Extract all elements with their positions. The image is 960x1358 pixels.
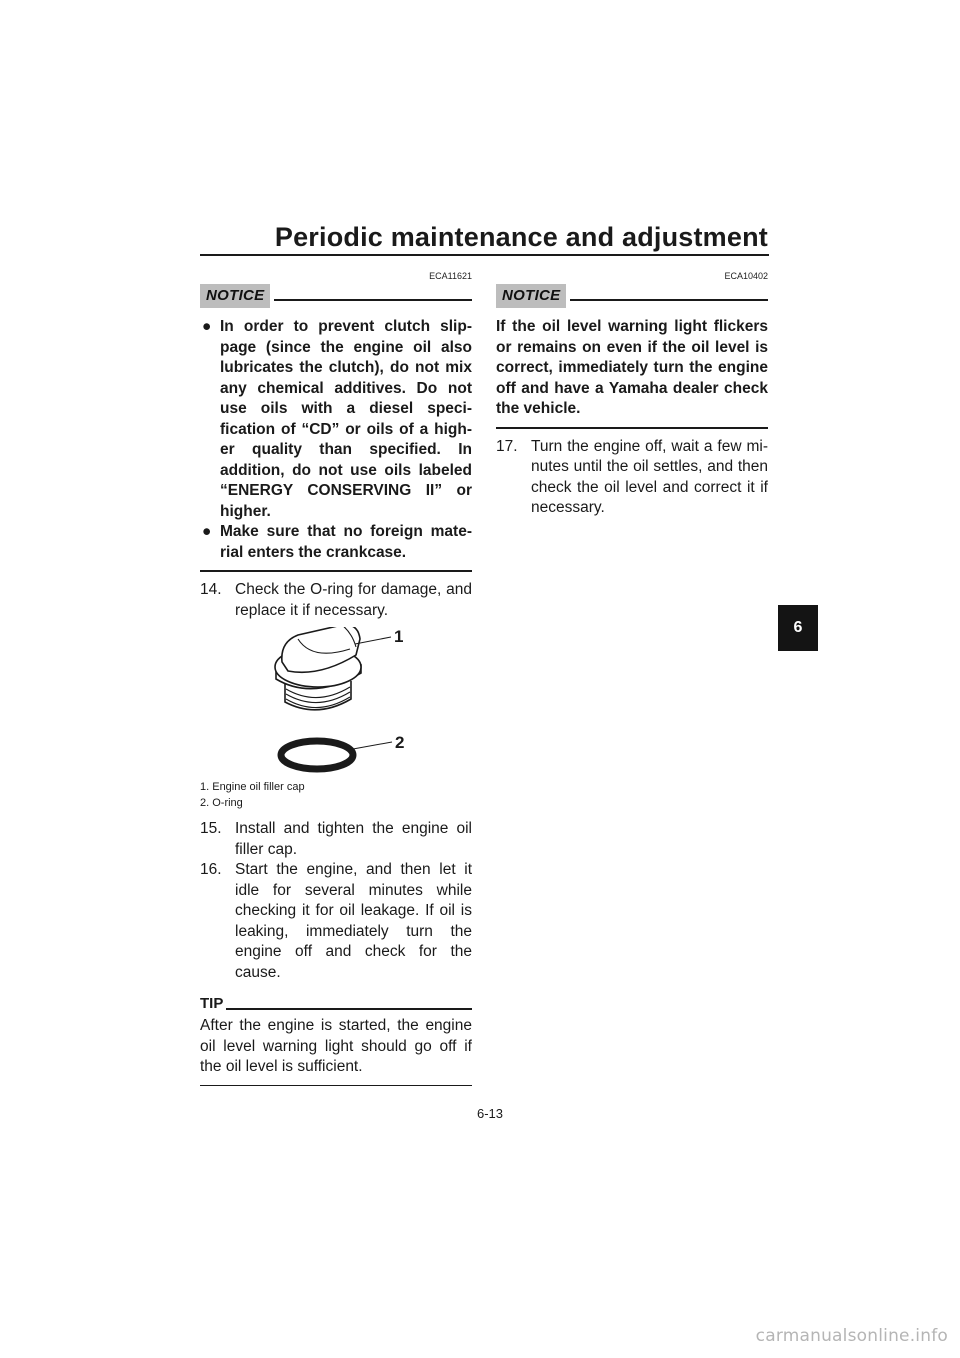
- notice-list: [200, 317, 472, 563]
- step-item: [200, 819, 472, 860]
- callout-label: 1: [394, 627, 404, 646]
- step-item: [200, 580, 472, 621]
- step-text: Turn the engine off, wait a few mi-nutes until the oil settles, and then check the oil level and correct it if necessary.: [531, 437, 768, 516]
- callout-label: 2: [395, 733, 405, 752]
- figure-caption: 2. O-ring: [200, 797, 243, 809]
- notice-item: [200, 522, 472, 563]
- notice-body: [200, 308, 472, 563]
- notice-rule: [570, 299, 768, 301]
- tip-label: TIP: [200, 995, 224, 1012]
- notice-body: If the oil level warning light flickers or remains on even if the oil level is correct, immediately turn the engine off and have a Yamaha dealer check the vehicle.: [496, 318, 768, 417]
- oil-filler-cap-figure: [200, 627, 472, 777]
- bullet-icon: ●: [202, 523, 212, 540]
- step-number: 17.: [496, 437, 518, 455]
- step-item: [496, 437, 768, 519]
- left-column: [200, 270, 472, 1086]
- page-title: Periodic maintenance and adjustment: [274, 222, 768, 252]
- step-number: 14.: [200, 581, 222, 598]
- bullet-icon: ●: [202, 318, 212, 335]
- tip-end-rule: [200, 1085, 472, 1087]
- notice-header: [200, 284, 472, 308]
- page-number: 6-13: [476, 1106, 504, 1121]
- step-number: 16.: [200, 861, 222, 878]
- watermark: carmanualsonline.info: [755, 1326, 948, 1346]
- notice-rule: [274, 299, 472, 301]
- notice-item: [200, 317, 472, 522]
- chapter-tab: 6: [778, 605, 818, 651]
- tip-rule: [226, 1008, 472, 1010]
- step-text: Check the O-ring for damage, and replace it if necessary.: [235, 581, 472, 619]
- notice-badge: NOTICE: [496, 284, 566, 308]
- step-number: 15.: [200, 820, 222, 837]
- notice-badge: NOTICE: [200, 284, 270, 308]
- figure-caption: 1. Engine oil filler cap: [200, 781, 305, 793]
- oil-filler-cap-illustration: [200, 627, 472, 777]
- notice-end-rule: [200, 570, 472, 572]
- title-rule: [200, 254, 769, 256]
- notice-header: [496, 284, 768, 308]
- notice-code: ECA11621: [429, 271, 472, 281]
- tip-header: [200, 995, 472, 1013]
- figure-captions: [200, 779, 472, 811]
- tip-body: After the engine is started, the engine oil level warning light should go off if the oil level is sufficient.: [200, 1017, 472, 1075]
- step-text: Install and tighten the engine oil filler cap.: [235, 820, 472, 858]
- notice-code: ECA10402: [724, 271, 768, 281]
- notice-item-text: In order to prevent clutch slip-page (since the engine oil also lubricates the clutch), do not mix any chemical additives. Do not use oils with a diesel speci-fication of “CD” or oils of a high-er quality than specified. In addition, do not use oils labeled “ENERGY CONSERVING II” or higher.: [220, 318, 472, 520]
- notice-end-rule: [496, 427, 768, 429]
- step-text: Start the engine, and then let it idle for several minutes while checking it for oil leakage. If oil is leaking, immediately turn the engine off and check for the cause.: [235, 861, 472, 981]
- notice-item-text: Make sure that no foreign mate-rial enters the crankcase.: [220, 523, 472, 561]
- right-column: [496, 270, 768, 519]
- step-item: [200, 860, 472, 983]
